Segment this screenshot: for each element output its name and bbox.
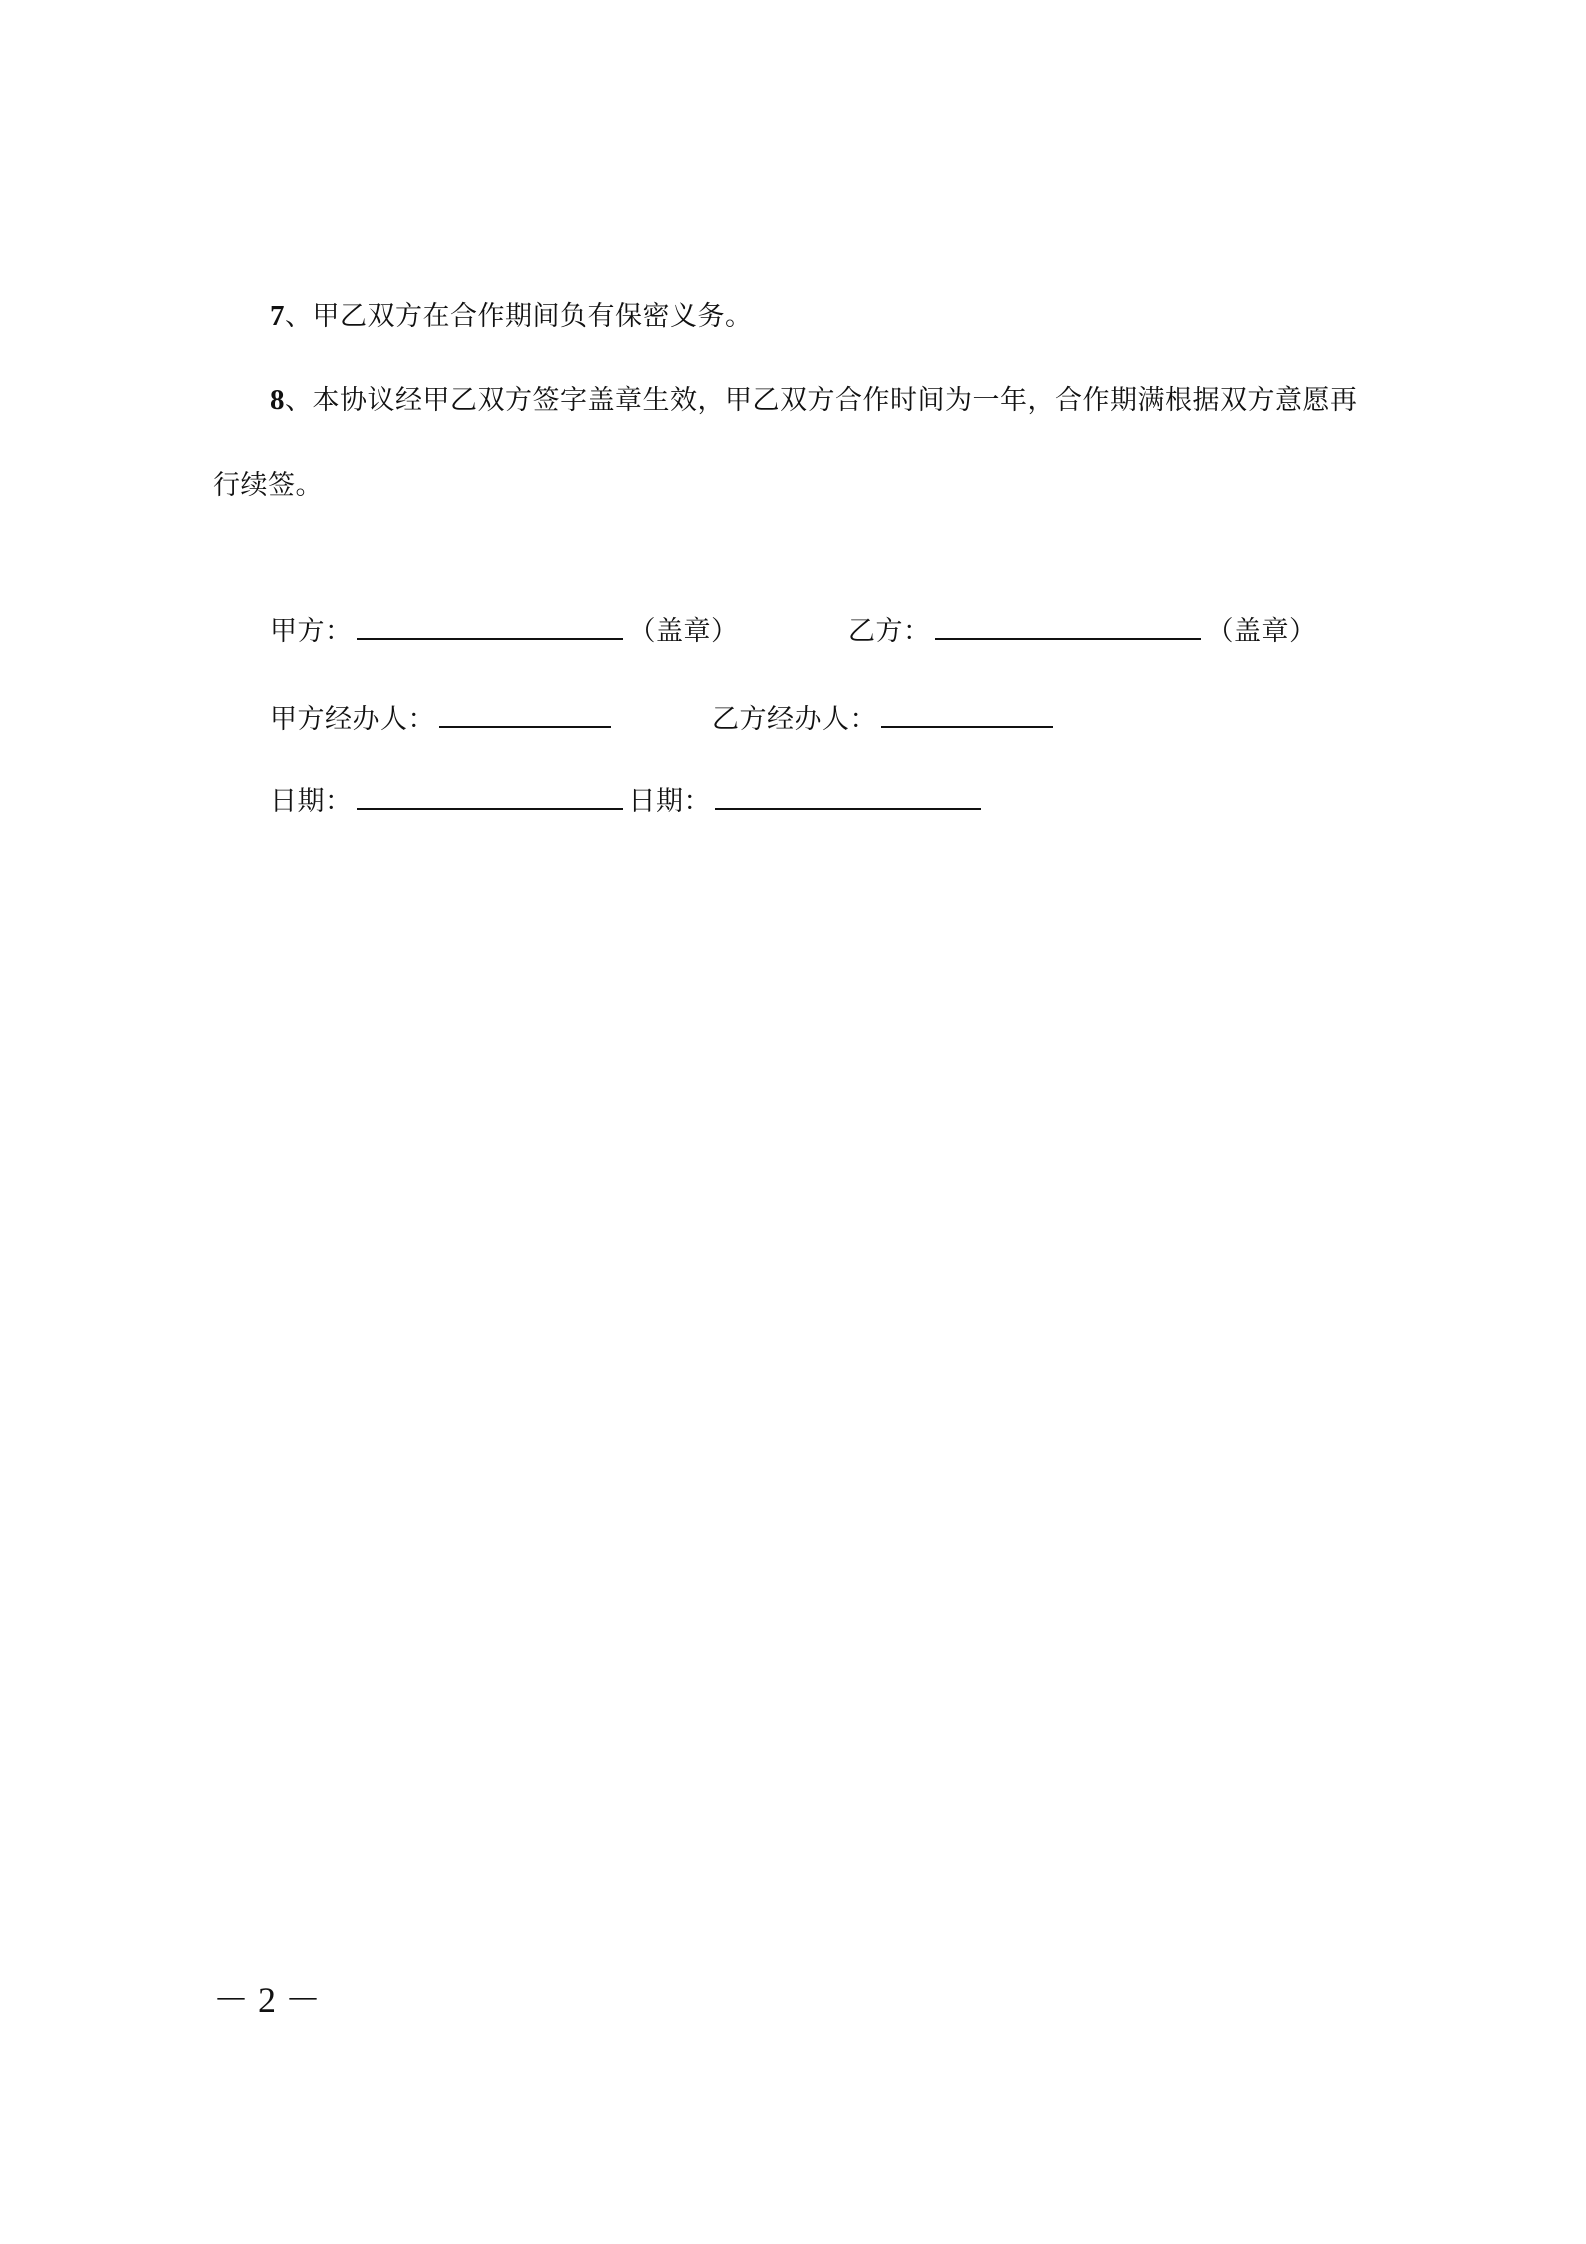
party-a-label: 甲方： [270, 616, 353, 647]
page-number: － 2 － [213, 1980, 322, 2020]
clause-7-text: 、甲乙双方在合作期间负有保密义务。 [285, 301, 753, 332]
clause-8-line-1 [270, 382, 1358, 419]
party-a-agent-blank[interactable] [439, 702, 611, 728]
clause-7-number: 7 [270, 300, 285, 332]
party-b-agent-blank[interactable] [881, 702, 1053, 728]
party-b-seal: （盖章） [1206, 616, 1317, 647]
clause-8-text-line-1: 、本协议经甲乙双方签字盖章生效，甲乙双方合作时间为一年，合作期满根据双方意愿再 [285, 385, 1358, 416]
date-b-label: 日期： [628, 786, 711, 817]
clause-7 [270, 298, 753, 335]
date-row [270, 784, 987, 820]
party-a-agent-row [270, 702, 617, 738]
party-a-row [270, 614, 739, 650]
clause-8-number: 8 [270, 384, 285, 416]
party-a-blank[interactable] [357, 614, 623, 640]
party-b-blank[interactable] [935, 614, 1201, 640]
party-b-label: 乙方： [848, 616, 931, 647]
date-b-blank[interactable] [715, 784, 981, 810]
party-b-row [848, 614, 1317, 650]
party-a-agent-label: 甲方经办人： [270, 704, 435, 735]
clause-8-text-line-2: 行续签。 [213, 470, 323, 501]
date-a-blank[interactable] [357, 784, 623, 810]
clause-8-line-2 [213, 468, 323, 504]
party-b-agent-row [712, 702, 1059, 738]
date-a-label: 日期： [270, 786, 353, 817]
party-a-seal: （盖章） [628, 616, 739, 647]
party-b-agent-label: 乙方经办人： [712, 704, 877, 735]
